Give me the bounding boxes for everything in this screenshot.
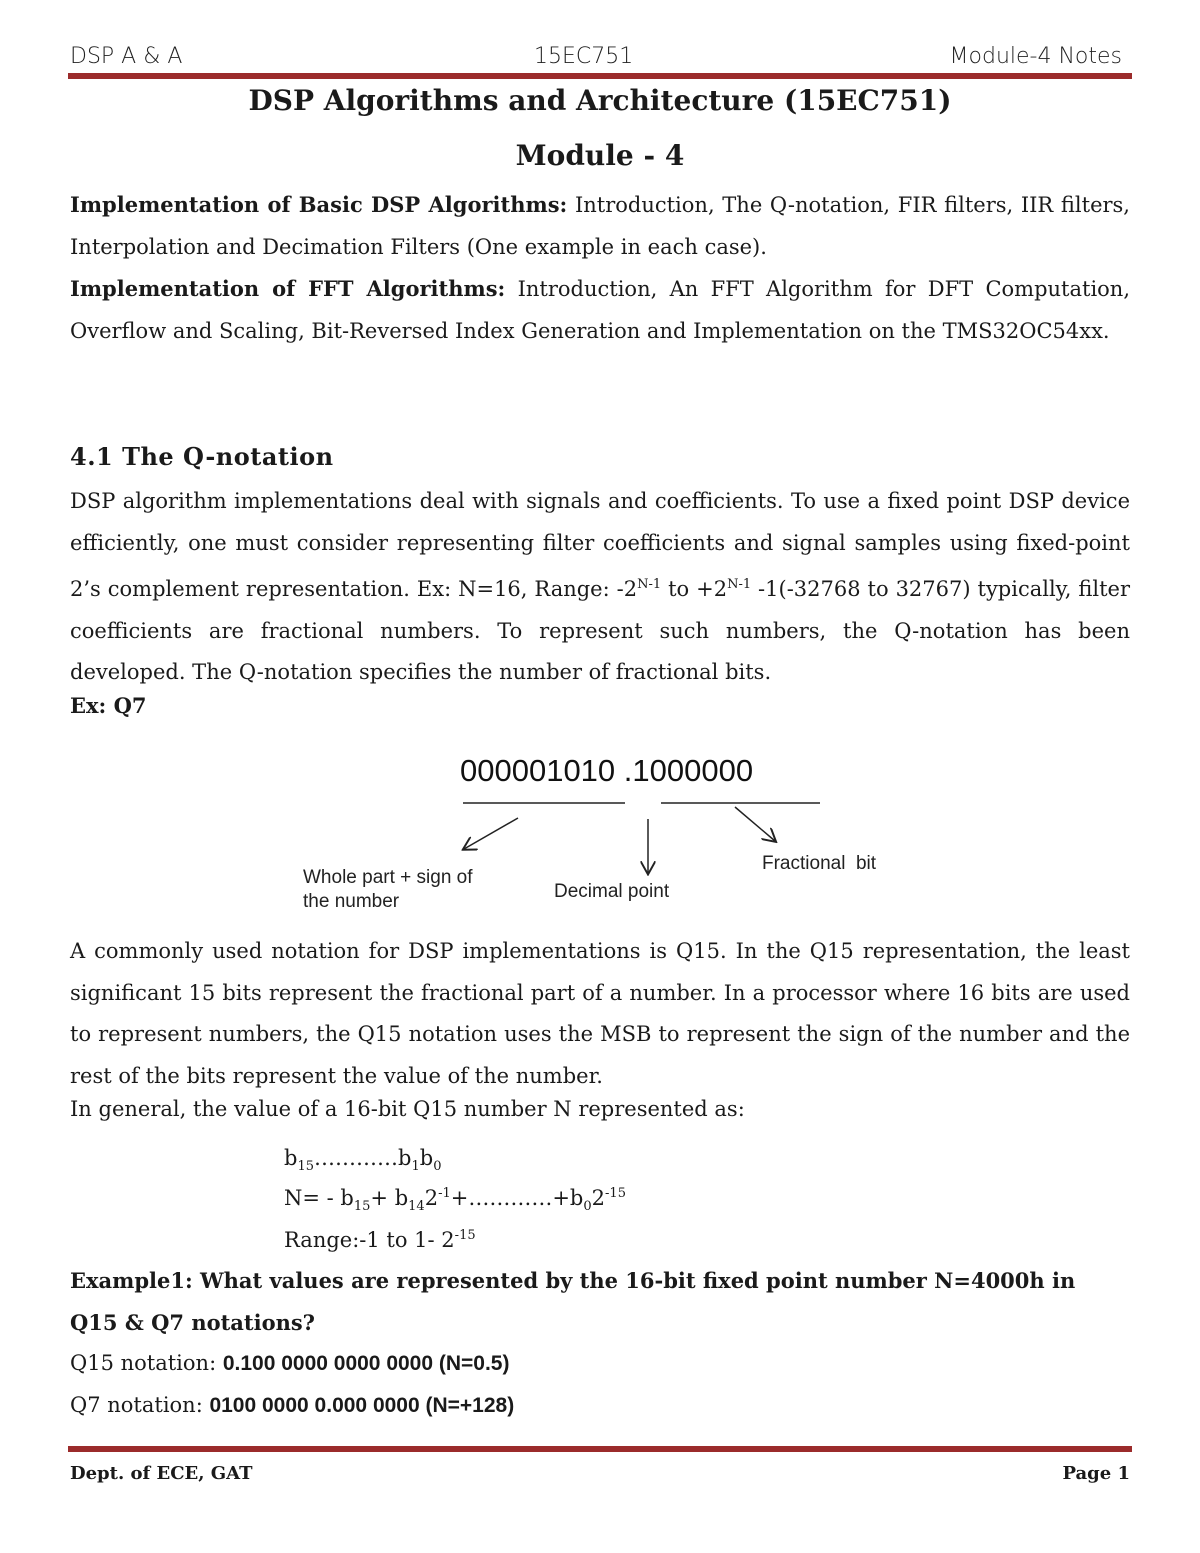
value-formula: $N= - b_{15}+$ $b_{14}2^{-1}+\dots\dots\dots\dots+b_02^{-15}$ [284, 1186, 626, 1215]
footer-rule [68, 1446, 1132, 1452]
syllabus-fft-heading: Implementation of FFT Algorithms: [70, 276, 506, 301]
header-right: Module-4 Notes [949, 44, 1122, 69]
q15-answer [70, 1351, 509, 1376]
range-formula: Range:-1 to 1- $2^{-15}$ [284, 1228, 476, 1252]
decimal-point-label: Decimal point [554, 881, 670, 902]
example1-question-line1: Example1: What values are represented by the 16-bit fixed point number N=4000h in [70, 1268, 1076, 1293]
header-center: 15EC751 [534, 44, 634, 69]
example-label: Ex: Q7 [70, 693, 147, 718]
fraction-arrow [735, 807, 775, 841]
q7-answer-value: 0100 0000 0.000 0000 (N=+128) [209, 1394, 515, 1417]
syllabus-basic [70, 184, 1130, 268]
section-heading: 4.1 The Q-notation [70, 442, 334, 471]
q15-answer-label: Q15 notation: [70, 1351, 223, 1375]
whole-part-arrow [464, 818, 518, 849]
example1-question-line2: Q15 & Q7 notations? [70, 1310, 315, 1335]
q7-answer [70, 1393, 514, 1418]
q-notation-paragraph: DSP algorithm implementations deal with signals and coefficients. To use a fixed point DSP device efficiently, one must consider representing filter coefficients and signal samples using fixed-point 2’s complement representation. Ex: N=16, Range: $-2^{N-1}$ to $+2^{N-1}$ -1(-32768 to 32767) typically, filter coefficients are fractional numbers. To represent such numbers, the Q-notation has been developed. The Q-notation specifies the number of fractional bits. [70, 489, 1130, 684]
q7-answer-label: Q7 notation: [70, 1393, 210, 1417]
header-left: DSP A & A [70, 44, 183, 69]
syllabus-basic-heading: Implementation of Basic DSP Algorithms: [70, 192, 568, 217]
fractional-bit-label: Fractional bit [762, 853, 877, 874]
general-statement: In general, the value of a 16-bit Q15 number N represented as: [70, 1097, 745, 1121]
bit-sequence: $b_{15}\dots\dots\dots\dots b_1b_0$ [284, 1146, 442, 1175]
q7-figure [290, 745, 910, 920]
footer-left: Dept. of ECE, GAT [70, 1463, 253, 1484]
syllabus-fft-text: Introduction, An FFT Algorithm for DFT Computation, Overflow and Scaling, Bit-Reversed Index Generation and Implementation on the TMS32OC54xx. [70, 277, 1131, 343]
syllabus-basic-text: Introduction, The Q-notation, FIR filters, IIR filters, Interpolation and Decimation Filters (One example in each case). [70, 193, 1130, 259]
syllabus-fft [70, 268, 1130, 352]
q15-paragraph: A commonly used notation for DSP implementations is Q15. In the Q15 representation, the least significant 15 bits represent the fractional part of a number. In a processor where 16 bits are used to represent numbers, the Q15 notation uses the MSB to represent the sign of the number and the rest of the bits represent the value of the number. [70, 939, 1130, 1088]
binary-number: 000001010 .1000000 [460, 753, 754, 788]
page-number: Page 1 [1062, 1463, 1130, 1484]
header-rule [68, 73, 1132, 79]
whole-part-label: Whole part + sign of the number [303, 867, 473, 912]
module-title: Module - 4 [515, 139, 685, 172]
document-title: DSP Algorithms and Architecture (15EC751) [248, 84, 952, 117]
q15-answer-value: 0.100 0000 0000 0000 (N=0.5) [222, 1352, 510, 1375]
